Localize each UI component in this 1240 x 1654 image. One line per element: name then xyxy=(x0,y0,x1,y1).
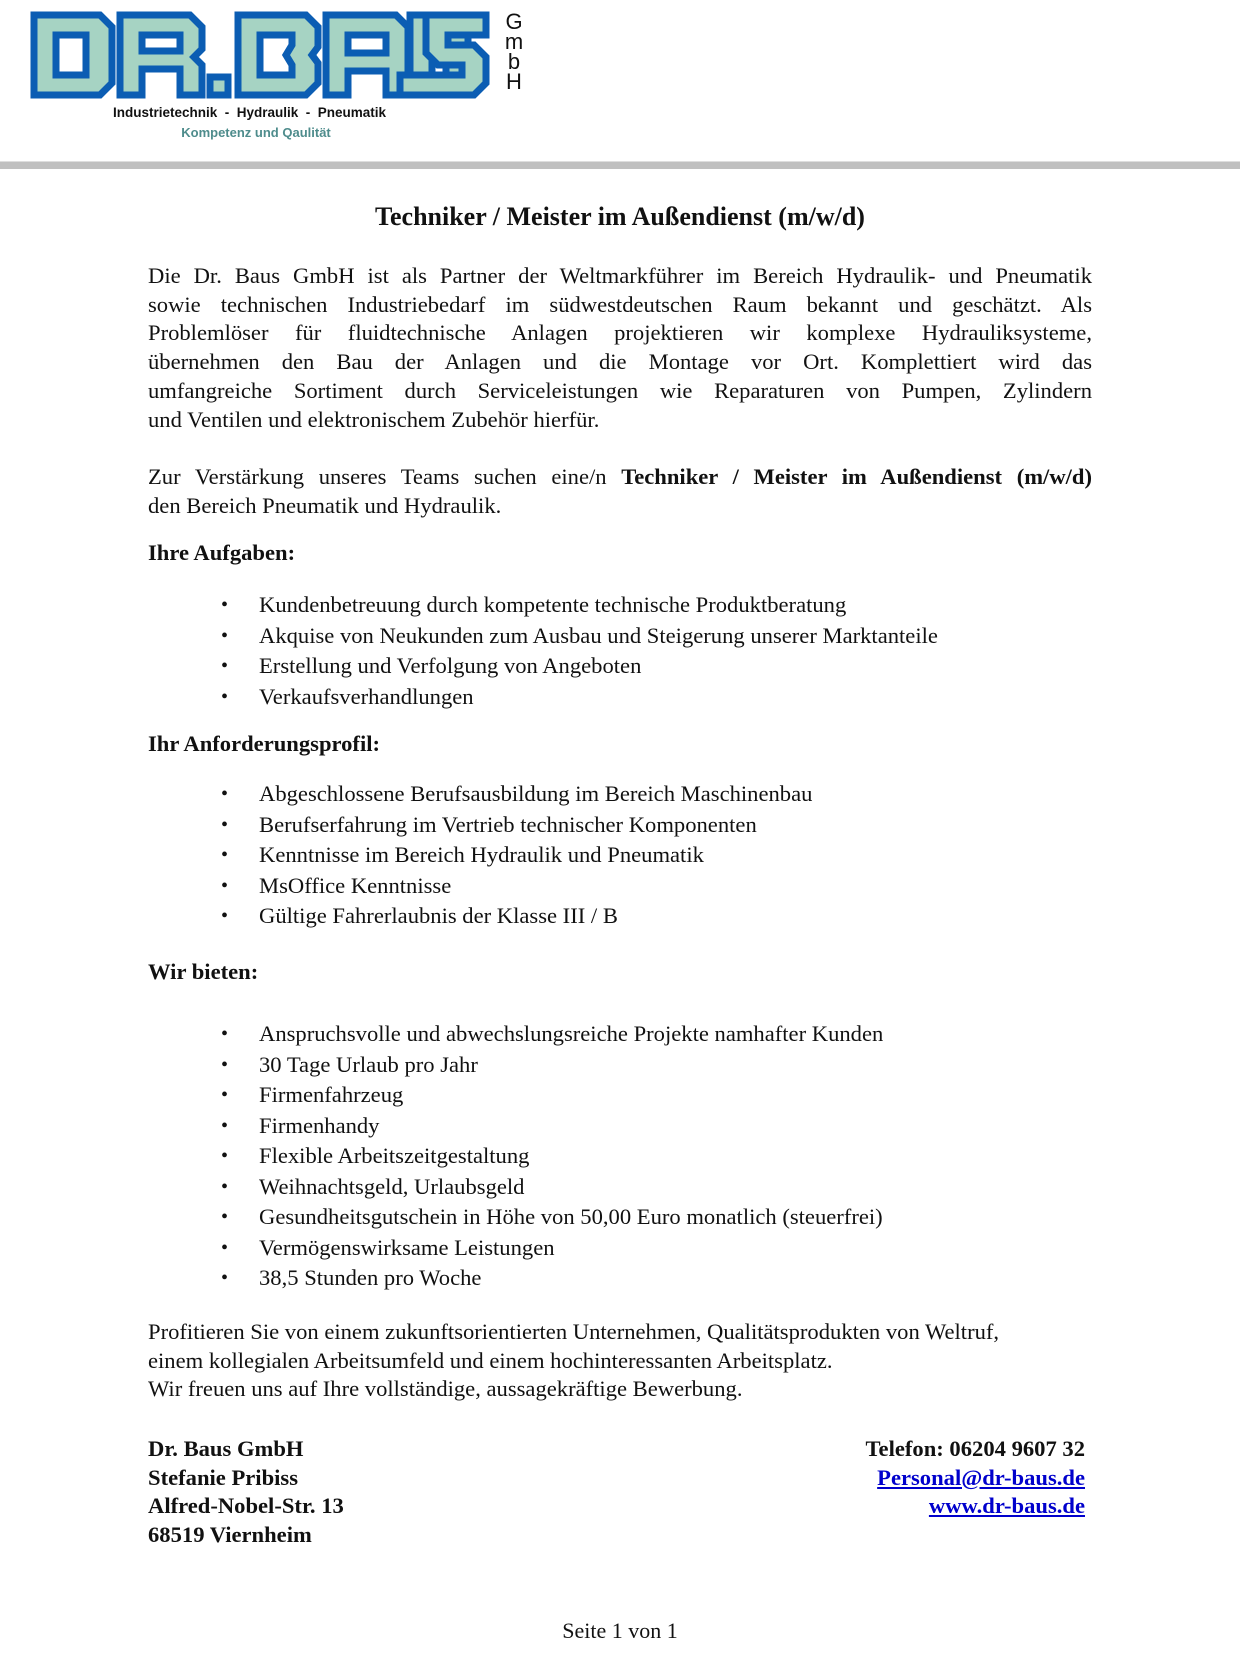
logo-letter-b-hole xyxy=(260,35,292,75)
list-item-text: Vermögenswirksame Leistungen xyxy=(259,1234,555,1260)
contact-person: Stefanie Pribiss xyxy=(148,1464,298,1490)
tasks-list xyxy=(148,590,1092,712)
bullet-icon: • xyxy=(221,783,229,805)
list-item xyxy=(148,1263,1092,1294)
search-line-1 xyxy=(148,463,1092,492)
bullet-icon: • xyxy=(221,1206,229,1228)
gmbh-letter: H xyxy=(506,69,522,94)
section-heading-profile: Ihr Anforderungsprofil: xyxy=(148,731,381,756)
search-paragraph xyxy=(148,463,1092,520)
search-position: Techniker / Meister im Außendienst (m/w/d) xyxy=(621,464,1093,489)
list-item xyxy=(148,1019,1092,1050)
contact-company: Dr. Baus GmbH xyxy=(148,1436,304,1461)
contact-street: Alfred-Nobel-Str. 13 xyxy=(148,1493,344,1519)
contact-address xyxy=(148,1435,344,1550)
bullet-icon: • xyxy=(221,624,229,647)
contact-phone: Telefon: 06204 9607 32 xyxy=(865,1436,1085,1461)
logo-letter-r-hole xyxy=(142,35,180,51)
intro-line: und Ventilen und elektronischem Zubehör hierfür. xyxy=(148,406,600,432)
intro-line: umfangreiche Sortiment durch Serviceleistungen wie Reparaturen von Pumpen, Zylindern xyxy=(148,377,1092,403)
section-heading-tasks: Ihre Aufgaben: xyxy=(148,540,296,565)
closing-line: Wir freuen uns auf Ihre vollständige, aussagekräftige Bewerbung. xyxy=(148,1376,743,1402)
list-item-text: Firmenhandy xyxy=(259,1112,380,1138)
closing-paragraph xyxy=(148,1318,1092,1404)
list-item xyxy=(148,1141,1092,1172)
list-item-text: Berufserfahrung im Vertrieb technischer Komponenten xyxy=(259,811,757,837)
list-item xyxy=(148,621,1092,652)
list-item xyxy=(148,1050,1092,1081)
bullet-icon: • xyxy=(221,1084,229,1106)
intro-paragraph xyxy=(148,262,1092,434)
logo-letter-s-icon xyxy=(396,11,492,99)
list-item-text: Erstellung und Verfolgung von Angeboten xyxy=(259,653,642,678)
contact-city: 68519 Viernheim xyxy=(148,1522,312,1548)
header-divider xyxy=(0,161,1240,169)
logo-letter-d-hole xyxy=(56,35,86,75)
intro-line: übernehmen den Bau der Anlagen und die Montage vor Ort. Komplettiert wird das xyxy=(148,349,1092,375)
bullet-icon: • xyxy=(221,655,229,677)
company-slogan: Kompetenz und Qaulität xyxy=(181,125,331,140)
list-item-text: Firmenfahrzeug xyxy=(259,1082,404,1107)
list-item-text: MsOffice Kenntnisse xyxy=(259,872,452,898)
bullet-icon: • xyxy=(221,685,229,708)
job-title: Techniker / Meister im Außendienst (m/w/d) xyxy=(375,202,865,231)
list-item-text: Abgeschlossene Berufsausbildung im Bereich Maschinenbau xyxy=(259,781,813,806)
offer-list xyxy=(148,1019,1092,1294)
bullet-icon: • xyxy=(221,1236,229,1259)
closing-line: einem kollegialen Arbeitsumfeld und einem hochinteressanten Arbeitsplatz. xyxy=(148,1347,833,1373)
list-item xyxy=(148,590,1092,621)
logo-dot xyxy=(210,77,228,95)
list-item xyxy=(148,682,1092,713)
gmbh-letter: G xyxy=(505,9,523,34)
list-item-text: Verkaufsverhandlungen xyxy=(259,683,474,709)
logo-letter-a-hole xyxy=(348,35,386,53)
list-item xyxy=(148,1172,1092,1203)
bullet-icon: • xyxy=(221,1053,229,1076)
bullet-icon: • xyxy=(221,1267,229,1289)
closing-line: Profitieren Sie von einem zukunftsorientierten Unternehmen, Qualitätsprodukten von Weltruf, xyxy=(148,1319,1000,1344)
list-item-text: 38,5 Stunden pro Woche xyxy=(259,1265,482,1290)
list-item-text: Gesundheitsgutschein in Höhe von 50,00 Euro monatlich (steuerfrei) xyxy=(259,1204,883,1229)
bullet-icon: • xyxy=(221,905,229,927)
contact-details xyxy=(700,1435,1085,1521)
list-item-text: Kenntnisse im Bereich Hydraulik und Pneumatik xyxy=(259,842,704,867)
list-item-text: Flexible Arbeitszeitgestaltung xyxy=(259,1143,530,1168)
list-item xyxy=(148,901,1092,932)
bullet-icon: • xyxy=(221,813,229,836)
gmbh-letter: m xyxy=(504,29,524,54)
page-number: Seite 1 von 1 xyxy=(562,1618,678,1643)
search-line-2: den Bereich Pneumatik und Hydraulik. xyxy=(148,492,502,518)
company-tagline: Industrietechnik - Hydraulik - Pneumatik xyxy=(113,105,387,120)
list-item-text: Weihnachtsgeld, Urlaubsgeld xyxy=(259,1173,525,1199)
contact-website-link[interactable]: www.dr-baus.de xyxy=(928,1493,1085,1519)
list-item xyxy=(148,1202,1092,1233)
bullet-icon: • xyxy=(221,1145,229,1167)
search-prefix: Zur Verstärkung unseres Teams suchen eine/n xyxy=(148,464,622,489)
list-item-text: Akquise von Neukunden zum Ausbau und Steigerung unserer Marktanteile xyxy=(259,622,938,648)
logo-gmbh-suffix xyxy=(500,9,528,98)
list-item xyxy=(148,871,1092,902)
list-item xyxy=(148,1080,1092,1111)
list-item xyxy=(148,810,1092,841)
intro-line: sowie technischen Industriebedarf im südwestdeutschen Raum bekannt und geschätzt. Als xyxy=(148,291,1092,317)
list-item-text: Gültige Fahrerlaubnis der Klasse III / B xyxy=(259,903,618,928)
intro-line: Die Dr. Baus GmbH ist als Partner der Weltmarkführer im Bereich Hydraulik- und Pneumatik xyxy=(148,263,1092,288)
list-item-text: Anspruchsvolle und abwechslungsreiche Projekte namhafter Kunden xyxy=(259,1021,884,1046)
bullet-icon: • xyxy=(221,1023,229,1045)
bullet-icon: • xyxy=(221,844,229,866)
list-item-text: Kundenbetreuung durch kompetente technische Produktberatung xyxy=(259,592,847,617)
gmbh-letter: b xyxy=(507,49,521,74)
bullet-icon: • xyxy=(221,874,229,897)
intro-line: Problemlöser für fluidtechnische Anlagen projektieren wir komplexe Hydrauliksysteme, xyxy=(148,320,1092,346)
logo-letter-r xyxy=(120,15,202,95)
list-item xyxy=(148,1111,1092,1142)
list-item-text: 30 Tage Urlaub pro Jahr xyxy=(259,1051,478,1077)
bullet-icon: • xyxy=(221,1114,229,1137)
contact-email-link[interactable]: Personal@dr-baus.de xyxy=(877,1464,1085,1490)
list-item xyxy=(148,779,1092,810)
section-heading-offer: Wir bieten: xyxy=(148,959,259,984)
list-item xyxy=(148,651,1092,682)
profile-list xyxy=(148,779,1092,932)
list-item xyxy=(148,840,1092,871)
list-item xyxy=(148,1233,1092,1264)
bullet-icon: • xyxy=(221,594,229,616)
bullet-icon: • xyxy=(221,1175,229,1198)
